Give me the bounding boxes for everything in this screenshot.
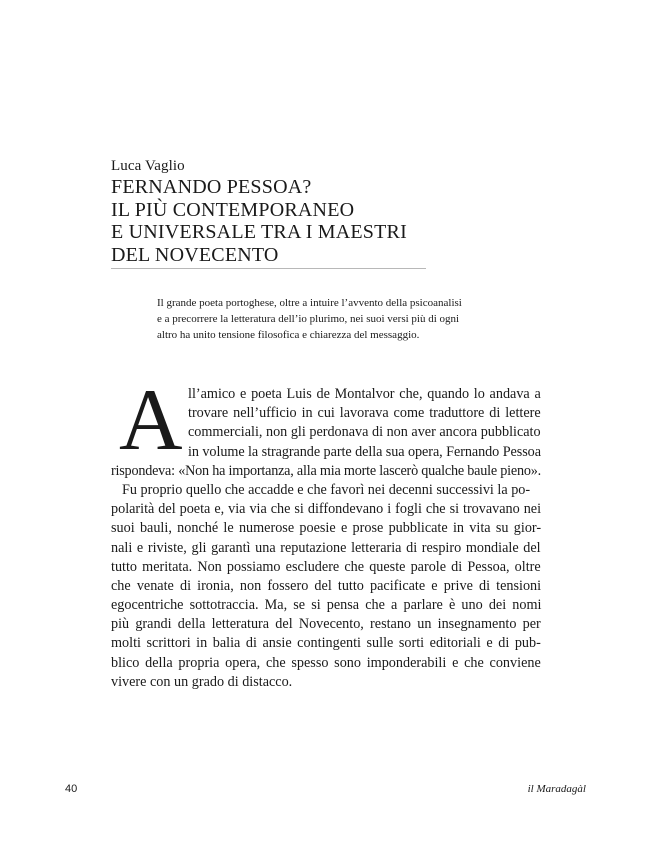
- title-line: FERNANDO PESSOA?: [111, 176, 312, 198]
- title-line: DEL NOVECENTO: [111, 243, 279, 266]
- body-line: vivere con un grado di distacco.: [111, 673, 293, 690]
- body-line: trovare nell’ufficio in cui lavorava come traduttore di lettere: [188, 405, 541, 422]
- abstract: [157, 295, 507, 343]
- drop-cap: A: [119, 372, 183, 469]
- body-line: più grandi della letteratura del Novecento, restano un insegnamento per: [111, 616, 541, 633]
- body-line: molti scrittori in balia di ansie contingenti sulle sorti editoriali e di pub-: [111, 635, 541, 652]
- paragraph-1: [111, 372, 541, 481]
- body-line: che venate di ironia, non fossero del tutto pacificate e prive di tensioni: [111, 577, 542, 594]
- body-line: polarità del poeta e, via via che si diffondevano i fogli che si trovavano nei: [111, 501, 542, 518]
- body-line: blico della propria opera, che spesso sono imponderabili e che conviene: [111, 654, 541, 671]
- body-line: ll’amico e poeta Luis de Montalvor che, quando lo andava a: [188, 386, 541, 402]
- author-name: Luca Vaglio: [111, 158, 185, 174]
- page-number: 40: [65, 783, 78, 795]
- body-line: in volume la stragrande parte della sua opera, Fernando Pessoa: [188, 443, 541, 460]
- body-line: nali e riviste, gli garantì una reputazione letteraria di respiro mondiale del: [111, 539, 541, 556]
- abstract-line: Il grande poeta portoghese, oltre a intuire l’avvento della psicoanalisi: [157, 297, 462, 309]
- paragraph-2: [111, 481, 541, 692]
- title-divider: [111, 268, 426, 269]
- article-body: [111, 372, 542, 692]
- drop-cap-block: [111, 372, 541, 469]
- body-line: suoi bauli, nonché le numerose poesie e prose pubblicate in vita su gior-: [111, 520, 542, 537]
- body-line: Fu proprio quello che accadde e che favorì nei decenni successivi la po-: [122, 481, 531, 498]
- abstract-line: altro ha unito tensione filosofica e chiarezza del messaggio.: [157, 329, 420, 341]
- body-line: commerciali, non gli perdonava di non aver ancora pubblicato: [188, 424, 541, 441]
- article-title: [111, 176, 431, 266]
- body-line: tutto meritata. Non possiamo escludere che queste parole di Pessoa, oltre: [111, 558, 541, 575]
- abstract-line: e a precorrere la letteratura dell’io plurimo, nei suoi versi più di ogni: [157, 313, 460, 325]
- body-line: egocentriche sottotraccia. Ma, se si pensa che a parlare è uno dei nomi: [111, 597, 542, 614]
- title-line: E UNIVERSALE TRA I MAESTRI: [111, 221, 407, 243]
- body-line: rispondeva: «Non ha importanza, alla mia morte lascerò qualche baule pieno».: [111, 462, 541, 479]
- running-footer-journal: il Maradagàl: [527, 783, 586, 795]
- title-line: IL PIÙ CONTEMPORANEO: [111, 198, 355, 221]
